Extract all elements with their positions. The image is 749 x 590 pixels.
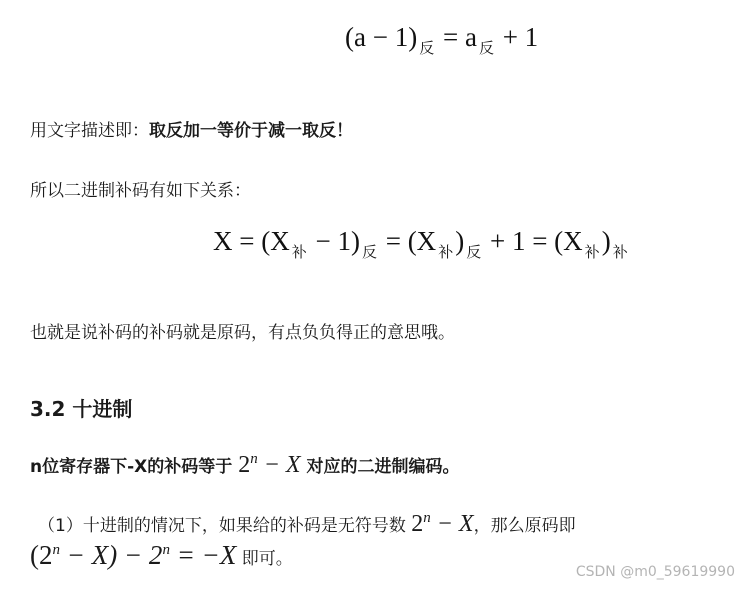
eq2-s1: X = (X bbox=[213, 226, 290, 256]
p4-math-base: 2 bbox=[238, 452, 251, 478]
p4-suffix: 对应的二进制编码。 bbox=[306, 457, 460, 477]
eq1-lhs: (a − 1) bbox=[345, 22, 418, 52]
eq2-s5: + 1 = (X bbox=[489, 226, 583, 256]
p6-suffix: 即可。 bbox=[241, 549, 293, 569]
p5-math bbox=[411, 511, 473, 537]
paragraph-relation-intro: 所以二进制补码有如下关系： bbox=[30, 181, 251, 201]
eq1-sub1: 反 bbox=[419, 39, 435, 57]
paragraph-decimal-result bbox=[30, 540, 293, 571]
p6-e1: n bbox=[52, 542, 60, 558]
csdn-watermark: CSDN @m0_59619990 bbox=[575, 564, 735, 580]
eq2-sub-a: 补 bbox=[291, 243, 307, 261]
eq2-sub-b: 反 bbox=[361, 243, 377, 261]
eq2-s6: ) bbox=[601, 226, 611, 256]
eq2-s3: = (X bbox=[385, 226, 437, 256]
p5-math-tail: − X bbox=[436, 511, 474, 537]
p5-math-exp: n bbox=[423, 510, 431, 526]
eq1-sub2: 反 bbox=[478, 39, 494, 57]
p6-m1: (2 bbox=[30, 540, 53, 570]
eq2-sub-d: 反 bbox=[466, 243, 482, 261]
p4-math bbox=[238, 452, 300, 478]
p1-prefix: 用文字描述即： bbox=[30, 121, 149, 141]
section-heading: 3.2 十进制 bbox=[30, 397, 133, 421]
p5-prefix: （1）十进制的情况下，如果给的补码是无符号数 bbox=[38, 516, 406, 536]
p6-e2: n bbox=[162, 542, 170, 558]
p6-m3: = −X bbox=[176, 540, 237, 570]
p4-math-exp: n bbox=[250, 451, 258, 467]
eq1-tail: + 1 bbox=[502, 22, 539, 52]
equation-complement-rule bbox=[345, 22, 539, 57]
p5-suffix: ，那么原码即 bbox=[473, 516, 576, 536]
eq2-s2: − 1) bbox=[315, 226, 360, 256]
eq2-sub-f: 补 bbox=[612, 243, 628, 261]
paragraph-decimal-case bbox=[38, 510, 576, 538]
p1-bold-text: 取反加一等价于减一取反！ bbox=[149, 121, 353, 141]
eq2-sub-c: 补 bbox=[438, 243, 454, 261]
p6-math bbox=[30, 540, 236, 570]
paragraph-description bbox=[30, 116, 353, 141]
eq2-sub-e: 补 bbox=[584, 243, 600, 261]
p6-m2: − X) − 2 bbox=[66, 540, 163, 570]
eq1-rhs: = a bbox=[442, 22, 477, 52]
eq2-s4: ) bbox=[455, 226, 465, 256]
paragraph-decimal-rule bbox=[30, 451, 459, 479]
p5-math-base: 2 bbox=[411, 511, 424, 537]
p4-prefix: n位寄存器下-X的补码等于 bbox=[30, 457, 233, 477]
p4-math-tail: − X bbox=[263, 452, 301, 478]
paragraph-summary: 也就是说补码的补码就是原码，有点负负得正的意思哦。 bbox=[30, 323, 455, 343]
equation-binary-complement bbox=[213, 226, 630, 261]
